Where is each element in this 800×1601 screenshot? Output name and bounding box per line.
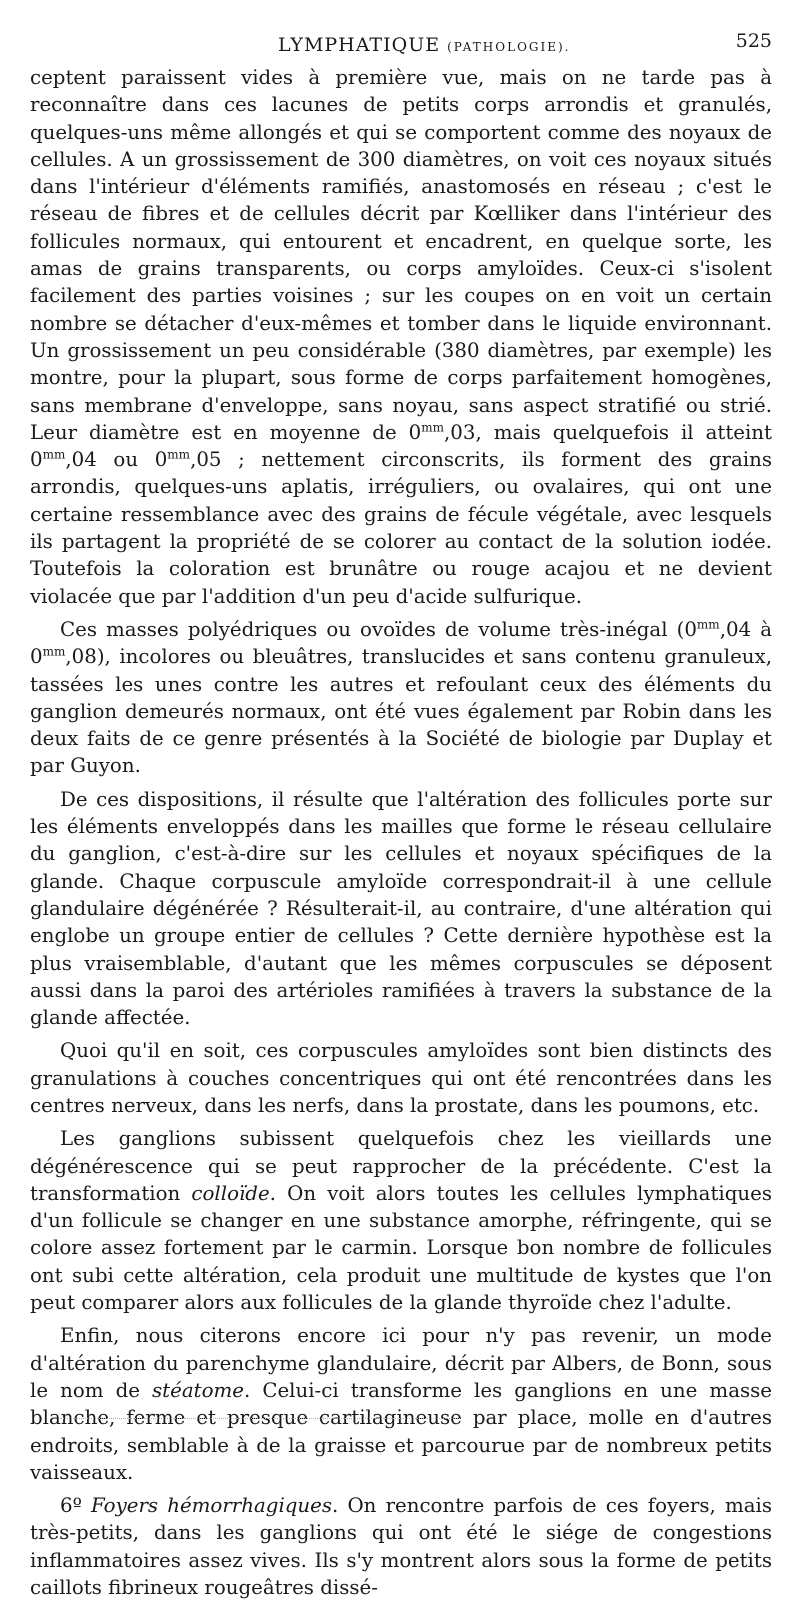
paragraph-2-text-c: ,08), incolores ou bleuâtres, translucides et sans contenu granuleux, tassées les unes contre les autres et refoulant ceux des éléments du ganglion demeurés normaux, ont été vues également par Robin dans les deux faits de ce genre présentés à la Société de biologie par Duplay et par Guyon.	[30, 645, 772, 778]
paragraph-2-text-a: Ces masses polyédriques ou ovoïdes de volume très-inégal (0	[60, 617, 697, 641]
running-title-subtitle: (PATHOLOGIE).	[447, 40, 571, 54]
unit-mm: mm	[421, 420, 444, 435]
paragraph-1-text-d: ,05 ; nettement circonscrits, ils forment des grains arrondis, quelques-uns aplatis, irréguliers, ou ovalaires, qui ont une certaine ressemblance avec des grains de fécule végétale, avec lesquels ils partagent la propriété de se colorer au contact de la solution iodée. Toutefois la coloration est brunâtre ou rouge acajou et ne devient violacée que par l'addition d'un peu d'acide sulfurique.	[30, 448, 772, 608]
section-foyers-hemorrhagiques	[30, 1492, 772, 1601]
section-number: 6º	[60, 1494, 92, 1518]
paragraph-1	[30, 64, 772, 610]
paragraph-1-text-b: ,03, mais quelquefois il atteint 0	[30, 420, 772, 472]
unit-mm: mm	[42, 644, 66, 659]
section-text: . On rencontre parfois de ces foyers, mais très-petits, dans les ganglions qui ont été le siége de congestions inflammatoires assez vives. Ils s'y montrent alors sous la forme de petits caillots fibrineux rougeâtres dissé-	[30, 1494, 772, 1600]
footer-bleedthrough	[60, 1418, 460, 1422]
running-title-main: LYMPHATIQUE	[278, 34, 441, 56]
term-colloide: colloïde	[191, 1181, 270, 1205]
paragraph-4: Quoi qu'il en soit, ces corpuscules amyloïdes sont bien distincts des granulations à couches concentriques qui ont été rencontrées dans les centres nerveux, dans les nerfs, dans la prostate, dans les poumons, etc.	[30, 1039, 772, 1117]
unit-mm: mm	[167, 447, 191, 462]
section-heading: Foyers hémorrhagiques	[91, 1494, 333, 1518]
paragraph-2-text-b: ,04 à 0	[30, 617, 772, 669]
paragraph-1-text-a: ceptent paraissent vides à première vue, mais on ne tarde pas à reconnaître dans ces lacunes de petits corps arrondis et granulés, quelques-uns même allongés et qui se comportent comme des noyaux de cellules. A un grossissement de 300 diamètres, on voit ces noyaux situés dans l'intérieur d'éléments ramifiés, anastomosés en réseau ; c'est le réseau de fibres et de cellules décrit par Kœlliker dans l'intérieur des follicules normaux, qui entourent et encadrent, en quelque sorte, les amas de grains transparents, ou corps amyloïdes. Ceux-ci s'isolent facilement des parties voisines ; sur les coupes on en voit un certain nombre se détacher d'eux-mêmes et tomber dans le liquide environnant. Un grossissement un peu considérable (380 diamètres, par exemple) les montre, pour la plupart, sous forme de corps parfaitement homogènes, sans membrane d'enveloppe, sans noyau, sans aspect stratifié ou strié. Leur diamètre est en moyenne de 0	[30, 66, 772, 444]
term-steatome: stéatome	[152, 1378, 244, 1402]
paragraph-6-text-a: Enfin, nous citerons encore ici pour n'y pas revenir, un mode d'altération du parenchyme glandulaire, décrit par Albers, de Bonn, sous le nom de	[30, 1324, 772, 1402]
paragraph-6-text-b: . Celui-ci transforme les ganglions en une masse blanche, ferme et presque cartilagineuse par place, molle en d'autres endroits, semblable à de la graisse et parcourue par de nombreux petits vaisseaux.	[30, 1378, 772, 1484]
page-header	[30, 26, 772, 66]
paragraph-5-text-b: . On voit alors toutes les cellules lymphatiques d'un follicule se changer en une substance amorphe, réfringente, qui se colore assez fortement par le carmin. Lorsque bon nombre de follicules ont subi cette altération, cela produit une multitude de kystes que l'on peut comparer alors aux follicules de la glande thyroïde chez l'adulte.	[30, 1181, 772, 1315]
unit-mm: mm	[42, 447, 66, 462]
running-title	[278, 34, 570, 56]
paragraph-5-text-a: Les ganglions subissent quelquefois chez les vieillards une dégénérescence qui se peut rapprocher de la précédente. C'est la transformation	[30, 1127, 772, 1205]
paragraph-1-text-c: ,04 ou 0	[65, 448, 168, 472]
unit-mm: mm	[696, 617, 720, 632]
page-number: 525	[735, 30, 772, 52]
body-text	[30, 64, 772, 1601]
paragraph-2	[30, 616, 772, 780]
paragraph-5	[30, 1125, 772, 1316]
paragraph-3: De ces dispositions, il résulte que l'altération des follicules porte sur les éléments enveloppés dans les mailles que forme le réseau cellulaire du ganglion, c'est-à-dire sur les cellules et noyaux spécifiques de la glande. Chaque corpuscule amyloïde correspondrait-il à une cellule glandulaire dégénérée ? Résulterait-il, au contraire, d'une altération qui englobe un groupe entier de cellules ? Cette dernière hypothèse est la plus vraisemblable, d'autant que les mêmes corpuscules se déposent aussi dans la paroi des artérioles ramifiées à travers la substance de la glande affectée.	[30, 787, 772, 1030]
